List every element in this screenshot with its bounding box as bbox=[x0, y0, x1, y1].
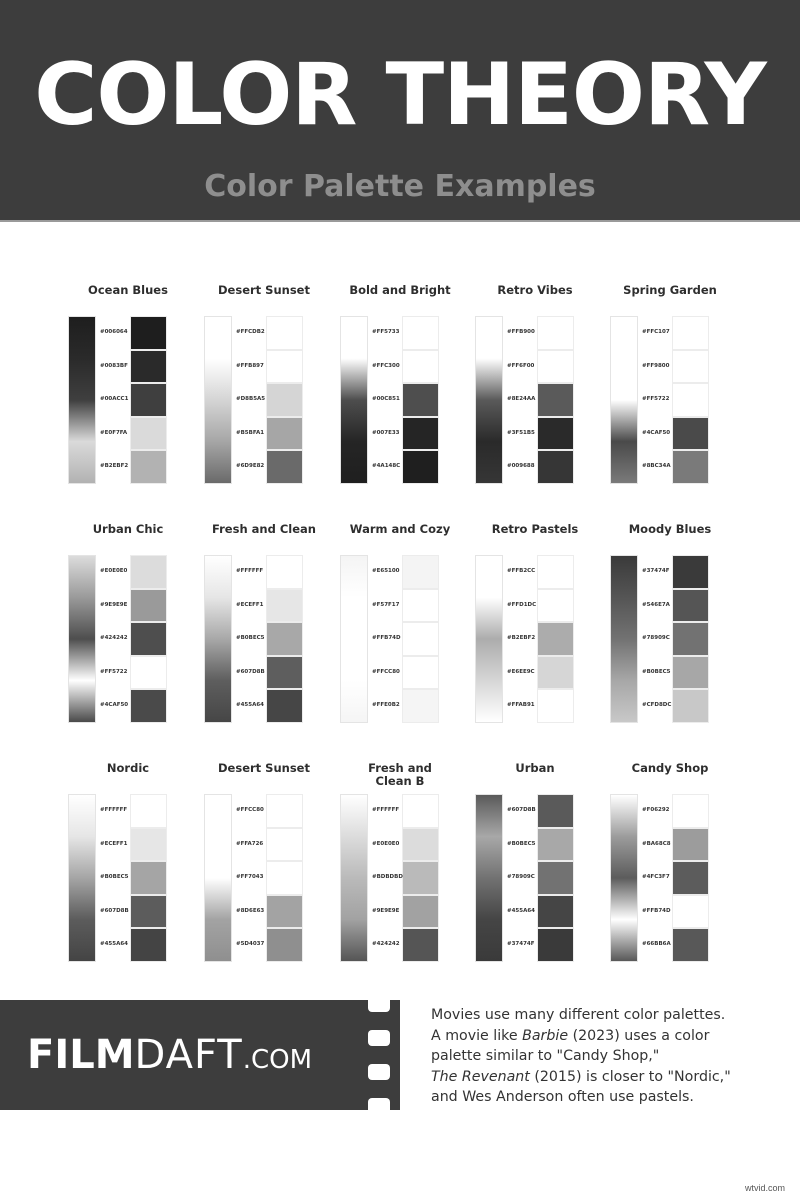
blurb-line: palette similar to "Candy Shop," bbox=[431, 1048, 660, 1064]
color-swatch bbox=[266, 555, 303, 589]
color-swatch bbox=[130, 383, 167, 417]
color-swatch bbox=[537, 350, 574, 384]
color-swatch bbox=[537, 895, 574, 929]
palette-card bbox=[332, 523, 468, 723]
color-swatch bbox=[402, 895, 439, 929]
color-swatch bbox=[402, 316, 439, 350]
gradient-bar bbox=[610, 555, 638, 723]
color-swatch bbox=[130, 861, 167, 895]
hex-code-label: #E0E0E0 bbox=[372, 840, 400, 847]
hex-code-label: #B5BFA1 bbox=[236, 429, 265, 436]
palette-name: Warm and Cozy bbox=[349, 522, 451, 536]
color-swatch bbox=[537, 417, 574, 451]
hex-code-label: #455A64 bbox=[507, 907, 535, 914]
palette-card bbox=[602, 284, 738, 484]
hex-code-label: #607D8B bbox=[236, 668, 265, 675]
palette-card bbox=[60, 762, 196, 962]
hex-code-label: #FFB2CC bbox=[507, 568, 536, 574]
swatch-column bbox=[266, 794, 303, 962]
gradient-bar bbox=[475, 555, 503, 723]
swatch-column bbox=[672, 794, 709, 962]
color-swatch bbox=[537, 828, 574, 862]
palette-card bbox=[332, 762, 468, 962]
color-swatch bbox=[537, 861, 574, 895]
hex-code-label: #37474F bbox=[642, 568, 670, 574]
film-perforation bbox=[368, 1030, 390, 1046]
hex-code-label: #78909C bbox=[642, 635, 670, 642]
color-swatch bbox=[266, 895, 303, 929]
color-swatch bbox=[130, 928, 167, 962]
film-perforation bbox=[368, 996, 390, 1012]
gradient-bar bbox=[204, 555, 232, 723]
color-swatch bbox=[672, 589, 709, 623]
palette-card bbox=[196, 284, 332, 484]
palette-name: Ocean Blues bbox=[88, 283, 168, 297]
palette-card bbox=[602, 762, 738, 962]
palette-card bbox=[60, 284, 196, 484]
hex-code-label: #607D8B bbox=[507, 807, 536, 813]
color-swatch bbox=[672, 895, 709, 929]
swatch-column bbox=[537, 316, 574, 484]
color-swatch bbox=[130, 350, 167, 384]
hex-code-label: #8BC34A bbox=[642, 463, 671, 470]
color-swatch bbox=[402, 656, 439, 690]
color-swatch bbox=[266, 383, 303, 417]
palette-card bbox=[602, 523, 738, 723]
hex-code-label: #FFC300 bbox=[372, 362, 400, 369]
hex-code-label: #F06292 bbox=[642, 807, 670, 813]
hex-code-label: #0083BF bbox=[100, 362, 128, 369]
color-swatch bbox=[537, 450, 574, 484]
hex-code-label: #FFB74D bbox=[642, 907, 671, 914]
color-swatch bbox=[537, 656, 574, 690]
palette-name: Retro Vibes bbox=[497, 283, 573, 297]
hex-code-label: #B0BEC5 bbox=[642, 668, 671, 675]
color-swatch bbox=[266, 316, 303, 350]
hex-code-label: #FFAB91 bbox=[507, 702, 535, 709]
color-swatch bbox=[402, 928, 439, 962]
swatch-column bbox=[130, 794, 167, 962]
gradient-bar bbox=[340, 555, 368, 723]
color-swatch bbox=[672, 450, 709, 484]
palette-card bbox=[467, 523, 603, 723]
hex-code-label: #4CAF50 bbox=[642, 429, 671, 436]
color-swatch bbox=[130, 450, 167, 484]
color-swatch bbox=[130, 895, 167, 929]
hex-code-label: #D8B5A5 bbox=[236, 396, 266, 403]
color-swatch bbox=[402, 383, 439, 417]
hex-code-label: #F57F17 bbox=[372, 601, 400, 608]
color-swatch bbox=[672, 656, 709, 690]
logo-suffix: .COM bbox=[242, 1045, 313, 1075]
color-swatch bbox=[402, 450, 439, 484]
color-swatch bbox=[672, 928, 709, 962]
hex-code-label: #FFB897 bbox=[236, 362, 264, 369]
color-swatch bbox=[266, 794, 303, 828]
hex-code-label: #5D4037 bbox=[236, 941, 265, 948]
gradient-bar bbox=[68, 555, 96, 723]
hex-code-label: #FFC107 bbox=[642, 329, 670, 335]
swatch-column bbox=[266, 316, 303, 484]
color-swatch bbox=[266, 656, 303, 690]
color-swatch bbox=[402, 555, 439, 589]
filmdaft-logo bbox=[27, 1031, 312, 1084]
hex-code-label: #607D8B bbox=[100, 907, 129, 914]
color-swatch bbox=[130, 794, 167, 828]
color-swatch bbox=[672, 417, 709, 451]
hex-code-label: #B0BEC5 bbox=[507, 840, 536, 847]
hex-code-label: #FF9800 bbox=[642, 362, 670, 369]
palette-name: Nordic bbox=[106, 761, 150, 775]
color-swatch bbox=[672, 689, 709, 723]
gradient-bar bbox=[68, 794, 96, 962]
hex-code-label: #E6EE9C bbox=[507, 668, 535, 675]
hex-code-label: #BDBDBD bbox=[372, 874, 403, 881]
watermark: wtvid.com bbox=[745, 1183, 786, 1193]
palette-card bbox=[467, 762, 603, 962]
palette-card bbox=[332, 284, 468, 484]
color-swatch bbox=[130, 689, 167, 723]
film-perforation bbox=[368, 1064, 390, 1080]
palette-card bbox=[60, 523, 196, 723]
blurb-line: A movie like Barbie (2023) uses a color bbox=[431, 1027, 710, 1044]
hex-code-label: #6D9E82 bbox=[236, 463, 265, 470]
color-swatch bbox=[402, 589, 439, 623]
swatch-column bbox=[537, 555, 574, 723]
palette-name: Fresh and Clean bbox=[212, 522, 316, 536]
header-banner bbox=[0, 0, 800, 222]
hex-code-label: #8E24AA bbox=[507, 396, 536, 403]
blurb-line: The Revenant (2015) is closer to "Nordic," bbox=[431, 1068, 731, 1085]
palette-name: Fresh and Clean B bbox=[368, 761, 432, 788]
hex-code-label: #424242 bbox=[100, 635, 128, 642]
hex-code-label: #3F51B5 bbox=[507, 429, 535, 436]
hex-code-label: #4A148C bbox=[372, 463, 401, 470]
hex-code-label: #BA68C8 bbox=[642, 840, 671, 847]
hex-code-label: #00C851 bbox=[372, 396, 400, 403]
color-swatch bbox=[130, 656, 167, 690]
color-swatch bbox=[672, 622, 709, 656]
hex-code-label: #78909C bbox=[507, 874, 535, 881]
hex-code-label: #66BB6A bbox=[642, 941, 671, 948]
hex-code-label: #FFCC80 bbox=[236, 807, 264, 813]
hex-code-label: #FFFFFF bbox=[372, 807, 400, 813]
color-swatch bbox=[537, 589, 574, 623]
hex-code-label: #E65100 bbox=[372, 568, 400, 574]
palette-name: Spring Garden bbox=[623, 283, 717, 297]
palette-name: Desert Sunset bbox=[218, 761, 310, 775]
hex-code-label: #546E7A bbox=[642, 601, 670, 608]
color-swatch bbox=[130, 316, 167, 350]
palette-card bbox=[196, 762, 332, 962]
hex-code-label: #FFFFFF bbox=[236, 568, 264, 574]
palette-name: Moody Blues bbox=[628, 522, 712, 536]
swatch-column bbox=[402, 794, 439, 962]
logo-light: DAFT bbox=[134, 1032, 243, 1078]
color-swatch bbox=[130, 589, 167, 623]
color-swatch bbox=[537, 316, 574, 350]
hex-code-label: #B0BEC5 bbox=[236, 635, 265, 642]
hex-code-label: #455A64 bbox=[100, 941, 128, 948]
hex-code-label: #424242 bbox=[372, 941, 400, 948]
color-swatch bbox=[402, 622, 439, 656]
gradient-bar bbox=[610, 794, 638, 962]
color-swatch bbox=[402, 861, 439, 895]
blurb-line: Movies use many different color palettes. bbox=[431, 1007, 726, 1023]
hex-code-label: #FFFFFF bbox=[100, 807, 128, 813]
hex-code-label: #CFD8DC bbox=[642, 702, 672, 709]
color-swatch bbox=[266, 861, 303, 895]
hex-code-label: #ECEFF1 bbox=[236, 601, 264, 608]
gradient-bar bbox=[475, 794, 503, 962]
hex-code-label: #FF6F00 bbox=[507, 362, 535, 369]
hex-code-label: #E0F7FA bbox=[100, 429, 128, 436]
palette-name: Candy Shop bbox=[631, 761, 709, 775]
palette-name: Urban bbox=[515, 761, 555, 775]
hex-code-label: #4FC3F7 bbox=[642, 874, 670, 881]
color-swatch bbox=[402, 828, 439, 862]
hex-code-label: #FFE0B2 bbox=[372, 702, 400, 709]
color-swatch bbox=[266, 622, 303, 656]
color-swatch bbox=[266, 450, 303, 484]
color-swatch bbox=[130, 622, 167, 656]
hex-code-label: #FFB74D bbox=[372, 635, 401, 642]
palette-name: Desert Sunset bbox=[218, 283, 310, 297]
color-swatch bbox=[266, 350, 303, 384]
swatch-column bbox=[672, 316, 709, 484]
gradient-bar bbox=[68, 316, 96, 484]
gradient-bar bbox=[475, 316, 503, 484]
color-swatch bbox=[402, 350, 439, 384]
color-swatch bbox=[672, 828, 709, 862]
swatch-column bbox=[266, 555, 303, 723]
hex-code-label: #ECEFF1 bbox=[100, 840, 128, 847]
color-swatch bbox=[672, 316, 709, 350]
palette-name: Retro Pastels bbox=[491, 522, 579, 536]
gradient-bar bbox=[204, 794, 232, 962]
swatch-column bbox=[672, 555, 709, 723]
gradient-bar bbox=[340, 794, 368, 962]
hex-code-label: #009688 bbox=[507, 463, 535, 470]
hex-code-label: #455A64 bbox=[236, 702, 264, 709]
description-text bbox=[431, 1005, 791, 1108]
hex-code-label: #FFA726 bbox=[236, 840, 264, 847]
color-swatch bbox=[402, 689, 439, 723]
color-swatch bbox=[672, 555, 709, 589]
gradient-bar bbox=[204, 316, 232, 484]
palette-name: Bold and Bright bbox=[349, 283, 451, 297]
hex-code-label: #9E9E9E bbox=[372, 907, 400, 914]
hex-code-label: #006064 bbox=[100, 329, 128, 335]
palette-card bbox=[467, 284, 603, 484]
color-swatch bbox=[130, 828, 167, 862]
hex-code-label: #9E9E9E bbox=[100, 601, 128, 608]
swatch-column bbox=[130, 555, 167, 723]
color-swatch bbox=[402, 794, 439, 828]
color-swatch bbox=[537, 622, 574, 656]
color-swatch bbox=[537, 555, 574, 589]
hex-code-label: #4CAF50 bbox=[100, 702, 129, 709]
color-swatch bbox=[537, 383, 574, 417]
color-swatch bbox=[266, 589, 303, 623]
swatch-column bbox=[402, 316, 439, 484]
color-swatch bbox=[672, 383, 709, 417]
color-swatch bbox=[537, 928, 574, 962]
color-swatch bbox=[537, 794, 574, 828]
gradient-bar bbox=[610, 316, 638, 484]
blurb-line: and Wes Anderson often use pastels. bbox=[431, 1089, 694, 1105]
hex-code-label: #B0BEC5 bbox=[100, 874, 129, 881]
color-swatch bbox=[266, 689, 303, 723]
color-swatch bbox=[672, 861, 709, 895]
hex-code-label: #FFD1DC bbox=[507, 601, 537, 608]
color-swatch bbox=[130, 417, 167, 451]
film-perforation bbox=[368, 1098, 390, 1114]
logo-bold: FILM bbox=[27, 1032, 135, 1078]
hex-code-label: #B2EBF2 bbox=[507, 635, 536, 642]
hex-code-label: #8D6E63 bbox=[236, 907, 265, 914]
hex-code-label: #FF5722 bbox=[100, 668, 128, 675]
hex-code-label: #E0E0E0 bbox=[100, 568, 128, 574]
palette-card bbox=[196, 523, 332, 723]
hex-code-label: #37474F bbox=[507, 941, 535, 948]
swatch-column bbox=[537, 794, 574, 962]
hex-code-label: #FFCDB2 bbox=[236, 329, 265, 335]
color-swatch bbox=[672, 350, 709, 384]
palette-name: Urban Chic bbox=[92, 522, 164, 536]
color-swatch bbox=[130, 555, 167, 589]
page-title: COLOR THEORY bbox=[34, 45, 766, 145]
color-swatch bbox=[266, 928, 303, 962]
hex-code-label: #FFCC80 bbox=[372, 668, 400, 675]
hex-code-label: #B2EBF2 bbox=[100, 463, 129, 470]
hex-code-label: #FF7043 bbox=[236, 874, 264, 881]
hex-code-label: #00ACC1 bbox=[100, 396, 129, 403]
hex-code-label: #FFB900 bbox=[507, 329, 535, 335]
color-swatch bbox=[537, 689, 574, 723]
hex-code-label: #FF5722 bbox=[642, 396, 670, 403]
color-swatch bbox=[672, 794, 709, 828]
swatch-column bbox=[402, 555, 439, 723]
hex-code-label: #007E33 bbox=[372, 429, 400, 436]
gradient-bar bbox=[340, 316, 368, 484]
swatch-column bbox=[130, 316, 167, 484]
color-swatch bbox=[402, 417, 439, 451]
color-swatch bbox=[266, 828, 303, 862]
page-subtitle: Color Palette Examples bbox=[204, 169, 596, 204]
color-swatch bbox=[266, 417, 303, 451]
hex-code-label: #FF5733 bbox=[372, 329, 400, 335]
